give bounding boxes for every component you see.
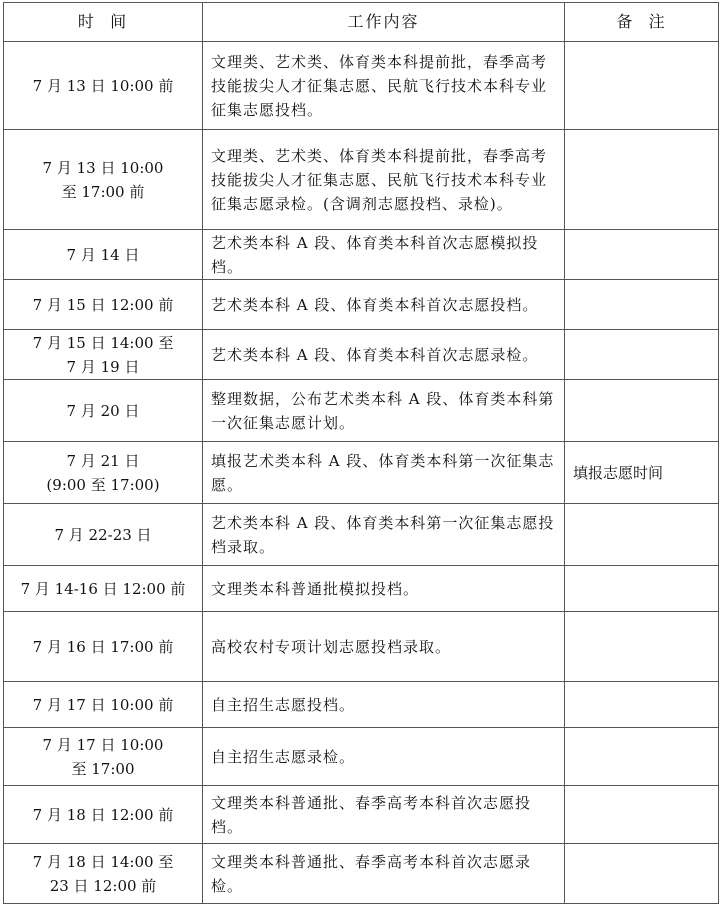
table-row	[4, 230, 719, 280]
table-row	[4, 504, 719, 566]
table-row	[4, 786, 719, 844]
row-notes	[565, 280, 719, 330]
row-content: 艺术类本科 A 段、体育类本科首次志愿投档。	[203, 280, 565, 330]
row-notes	[565, 130, 719, 230]
row-notes: 填报志愿时间	[565, 442, 719, 504]
row-content: 艺术类本科 A 段、体育类本科首次志愿录检。	[203, 330, 565, 380]
row-time: 7 月 18 日 12:00 前	[4, 786, 203, 844]
row-notes	[565, 786, 719, 844]
row-time: 7 月 13 日 10:00 前	[4, 42, 203, 130]
header-row	[4, 3, 719, 42]
schedule-table	[3, 2, 719, 904]
row-content: 艺术类本科 A 段、体育类本科第一次征集志愿投档录取。	[203, 504, 565, 566]
row-content: 填报艺术类本科 A 段、体育类本科第一次征集志愿。	[203, 442, 565, 504]
header-time: 时 间	[4, 3, 203, 42]
row-notes	[565, 844, 719, 904]
row-content: 文理类本科普通批、春季高考本科首次志愿录检。	[203, 844, 565, 904]
table-row	[4, 612, 719, 682]
row-notes	[565, 612, 719, 682]
table-row	[4, 844, 719, 904]
table-row	[4, 42, 719, 130]
row-notes	[565, 566, 719, 612]
row-notes	[565, 230, 719, 280]
row-notes	[565, 330, 719, 380]
row-notes	[565, 42, 719, 130]
header-notes: 备 注	[565, 3, 719, 42]
row-content: 艺术类本科 A 段、体育类本科首次志愿模拟投档。	[203, 230, 565, 280]
table-row	[4, 566, 719, 612]
row-content: 自主招生志愿投档。	[203, 682, 565, 728]
row-content: 整理数据，公布艺术类本科 A 段、体育类本科第一次征集志愿计划。	[203, 380, 565, 442]
row-content: 自主招生志愿录检。	[203, 728, 565, 786]
row-content: 文理类、艺术类、体育类本科提前批，春季高考技能拔尖人才征集志愿、民航飞行技术本科专业征集志愿投档。	[203, 42, 565, 130]
row-time: 7 月 13 日 10:00 至 17:00 前	[4, 130, 203, 230]
row-content: 文理类本科普通批模拟投档。	[203, 566, 565, 612]
row-time: 7 月 20 日	[4, 380, 203, 442]
row-notes	[565, 682, 719, 728]
row-time: 7 月 15 日 14:00 至 7 月 19 日	[4, 330, 203, 380]
table-row	[4, 130, 719, 230]
row-content: 文理类本科普通批、春季高考本科首次志愿投档。	[203, 786, 565, 844]
table-row	[4, 280, 719, 330]
row-notes	[565, 380, 719, 442]
row-time: 7 月 16 日 17:00 前	[4, 612, 203, 682]
row-content: 高校农村专项计划志愿投档录取。	[203, 612, 565, 682]
table-row	[4, 442, 719, 504]
row-content: 文理类、艺术类、体育类本科提前批，春季高考技能拔尖人才征集志愿、民航飞行技术本科专业征集志愿录检。(含调剂志愿投档、录检)。	[203, 130, 565, 230]
row-notes	[565, 504, 719, 566]
row-time: 7 月 22-23 日	[4, 504, 203, 566]
row-time: 7 月 17 日 10:00 前	[4, 682, 203, 728]
row-time: 7 月 15 日 12:00 前	[4, 280, 203, 330]
table-row	[4, 330, 719, 380]
table-row	[4, 728, 719, 786]
row-time: 7 月 14-16 日 12:00 前	[4, 566, 203, 612]
table-row	[4, 380, 719, 442]
row-time: 7 月 14 日	[4, 230, 203, 280]
row-time: 7 月 17 日 10:00 至 17:00	[4, 728, 203, 786]
row-time: 7 月 21 日 (9:00 至 17:00)	[4, 442, 203, 504]
row-notes	[565, 728, 719, 786]
header-content: 工作内容	[203, 3, 565, 42]
row-time: 7 月 18 日 14:00 至 23 日 12:00 前	[4, 844, 203, 904]
table-row	[4, 682, 719, 728]
